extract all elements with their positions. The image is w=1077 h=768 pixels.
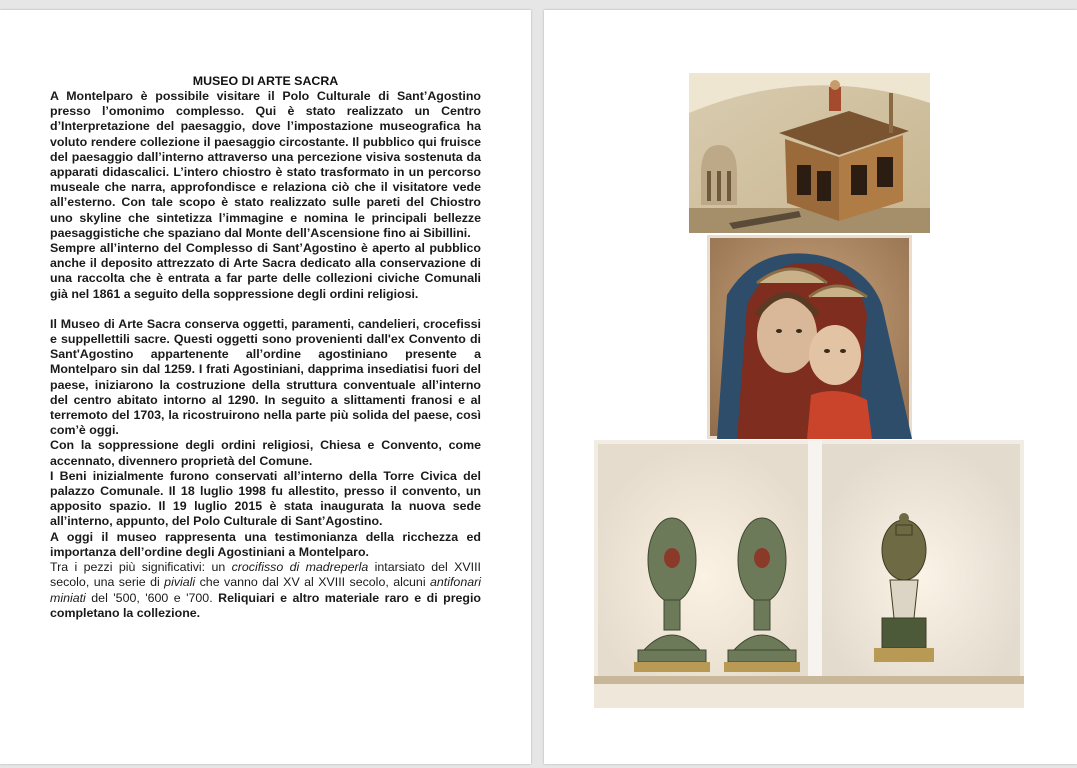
document-body [50,89,481,621]
reliquaries-in-display-case [594,440,1024,708]
final-closing: Reliquiari e altro materiale raro e di pregio completano la collezione. [50,590,481,620]
paragraph-1: A Montelparo è possibile visitare il Polo Culturale di Sant’Agostino presso l’omonimo complesso. Qui è stato realizzato un Centro d’Interpretazione del paesaggio, dove l’impostazione museografica ha voluto rendere collezione il paesaggio circostante. Il pubblico qui fruisce del paesaggio dall’interno attraverso una percezione visiva sostenuta da apparati didascalici. L’intero chiostro è stato trasformato in un percorso museale che narra, approfondisce e relaziona ciò che il visitatore vede all’esterno. Con tale scopo è stato realizzato sulle pareti del Chiostro uno skyline che sintetizza l’immagine e nomina le principali bellezze paesaggistiche che spaziano dal Monte dell’Ascensione fino ai Sibillini. [50,89,481,240]
paragraph-7 [50,560,481,621]
page-title: MUSEO DI ARTE SACRA [192,74,339,88]
paragraph-5: I Beni inizialmente furono conservati all’interno della Torre Civica del palazzo Comunale. Il 18 luglio 1998 fu allestito, presso il convento, un apposito spazio. Il 19 luglio 2015 è stata inaugurata la nuova sede all’interno, appunto, del Polo Culturale di Sant’Agostino. [50,468,481,529]
final-item-crocifisso: crocifisso di madreperla [231,560,369,575]
final-item-piviali: piviali [164,575,196,590]
document-page-left [0,10,531,764]
paragraph-6: A oggi il museo rappresenta una testimonianza della ricchezza ed importanza dell’ordine degli Agostiniani a Montelparo. [50,529,481,559]
final-text-2: che vanno dal XV al XVIII secolo, alcuni [195,575,431,590]
madonna-and-child-painting [707,235,912,439]
final-item-antifonari: antifonari miniati [50,575,481,605]
final-intro: Tra i pezzi più significativi: un [50,560,232,575]
paragraph-3: Il Museo di Arte Sacra conserva oggetti, paramenti, candelieri, crocefissi e suppellettili sacre. Questi oggetti sono provenienti dall'ex Convento di Sant'Agostino appartenente all’ordine agostiniano presente a Montelparo sin dal 1259. I frati Agostiniani, dapprima insediatisi fuori del paese, iniziarono la costruzione della struttura conventuale all’interno del centro abitato intorno al 1290. In seguito a slittamenti franosi e al terremoto del 1703, la ricostruirono nella parte più solida del paese, così com’è oggi. [50,316,481,438]
reliquary-house-photo [689,73,930,233]
document-page-right [544,10,1077,764]
paragraph-4: Con la soppressione degli ordini religiosi, Chiesa e Convento, come accennato, divennero proprietà del Comune. [50,438,481,468]
paragraph-2: Sempre all’interno del Complesso di Sant’Agostino è aperto al pubblico anche il deposito attrezzato di Arte Sacra dedicato alla conservazione di una raccolta che è entrata a far parte delle collezioni civiche Comunali già nel 1861 a seguito della soppressione degli ordini religiosi. [50,241,481,301]
final-text-3: del '500, '600 e '700. [85,590,219,605]
final-text-1: intarsiato del XVIII secolo, una serie di [50,560,481,590]
